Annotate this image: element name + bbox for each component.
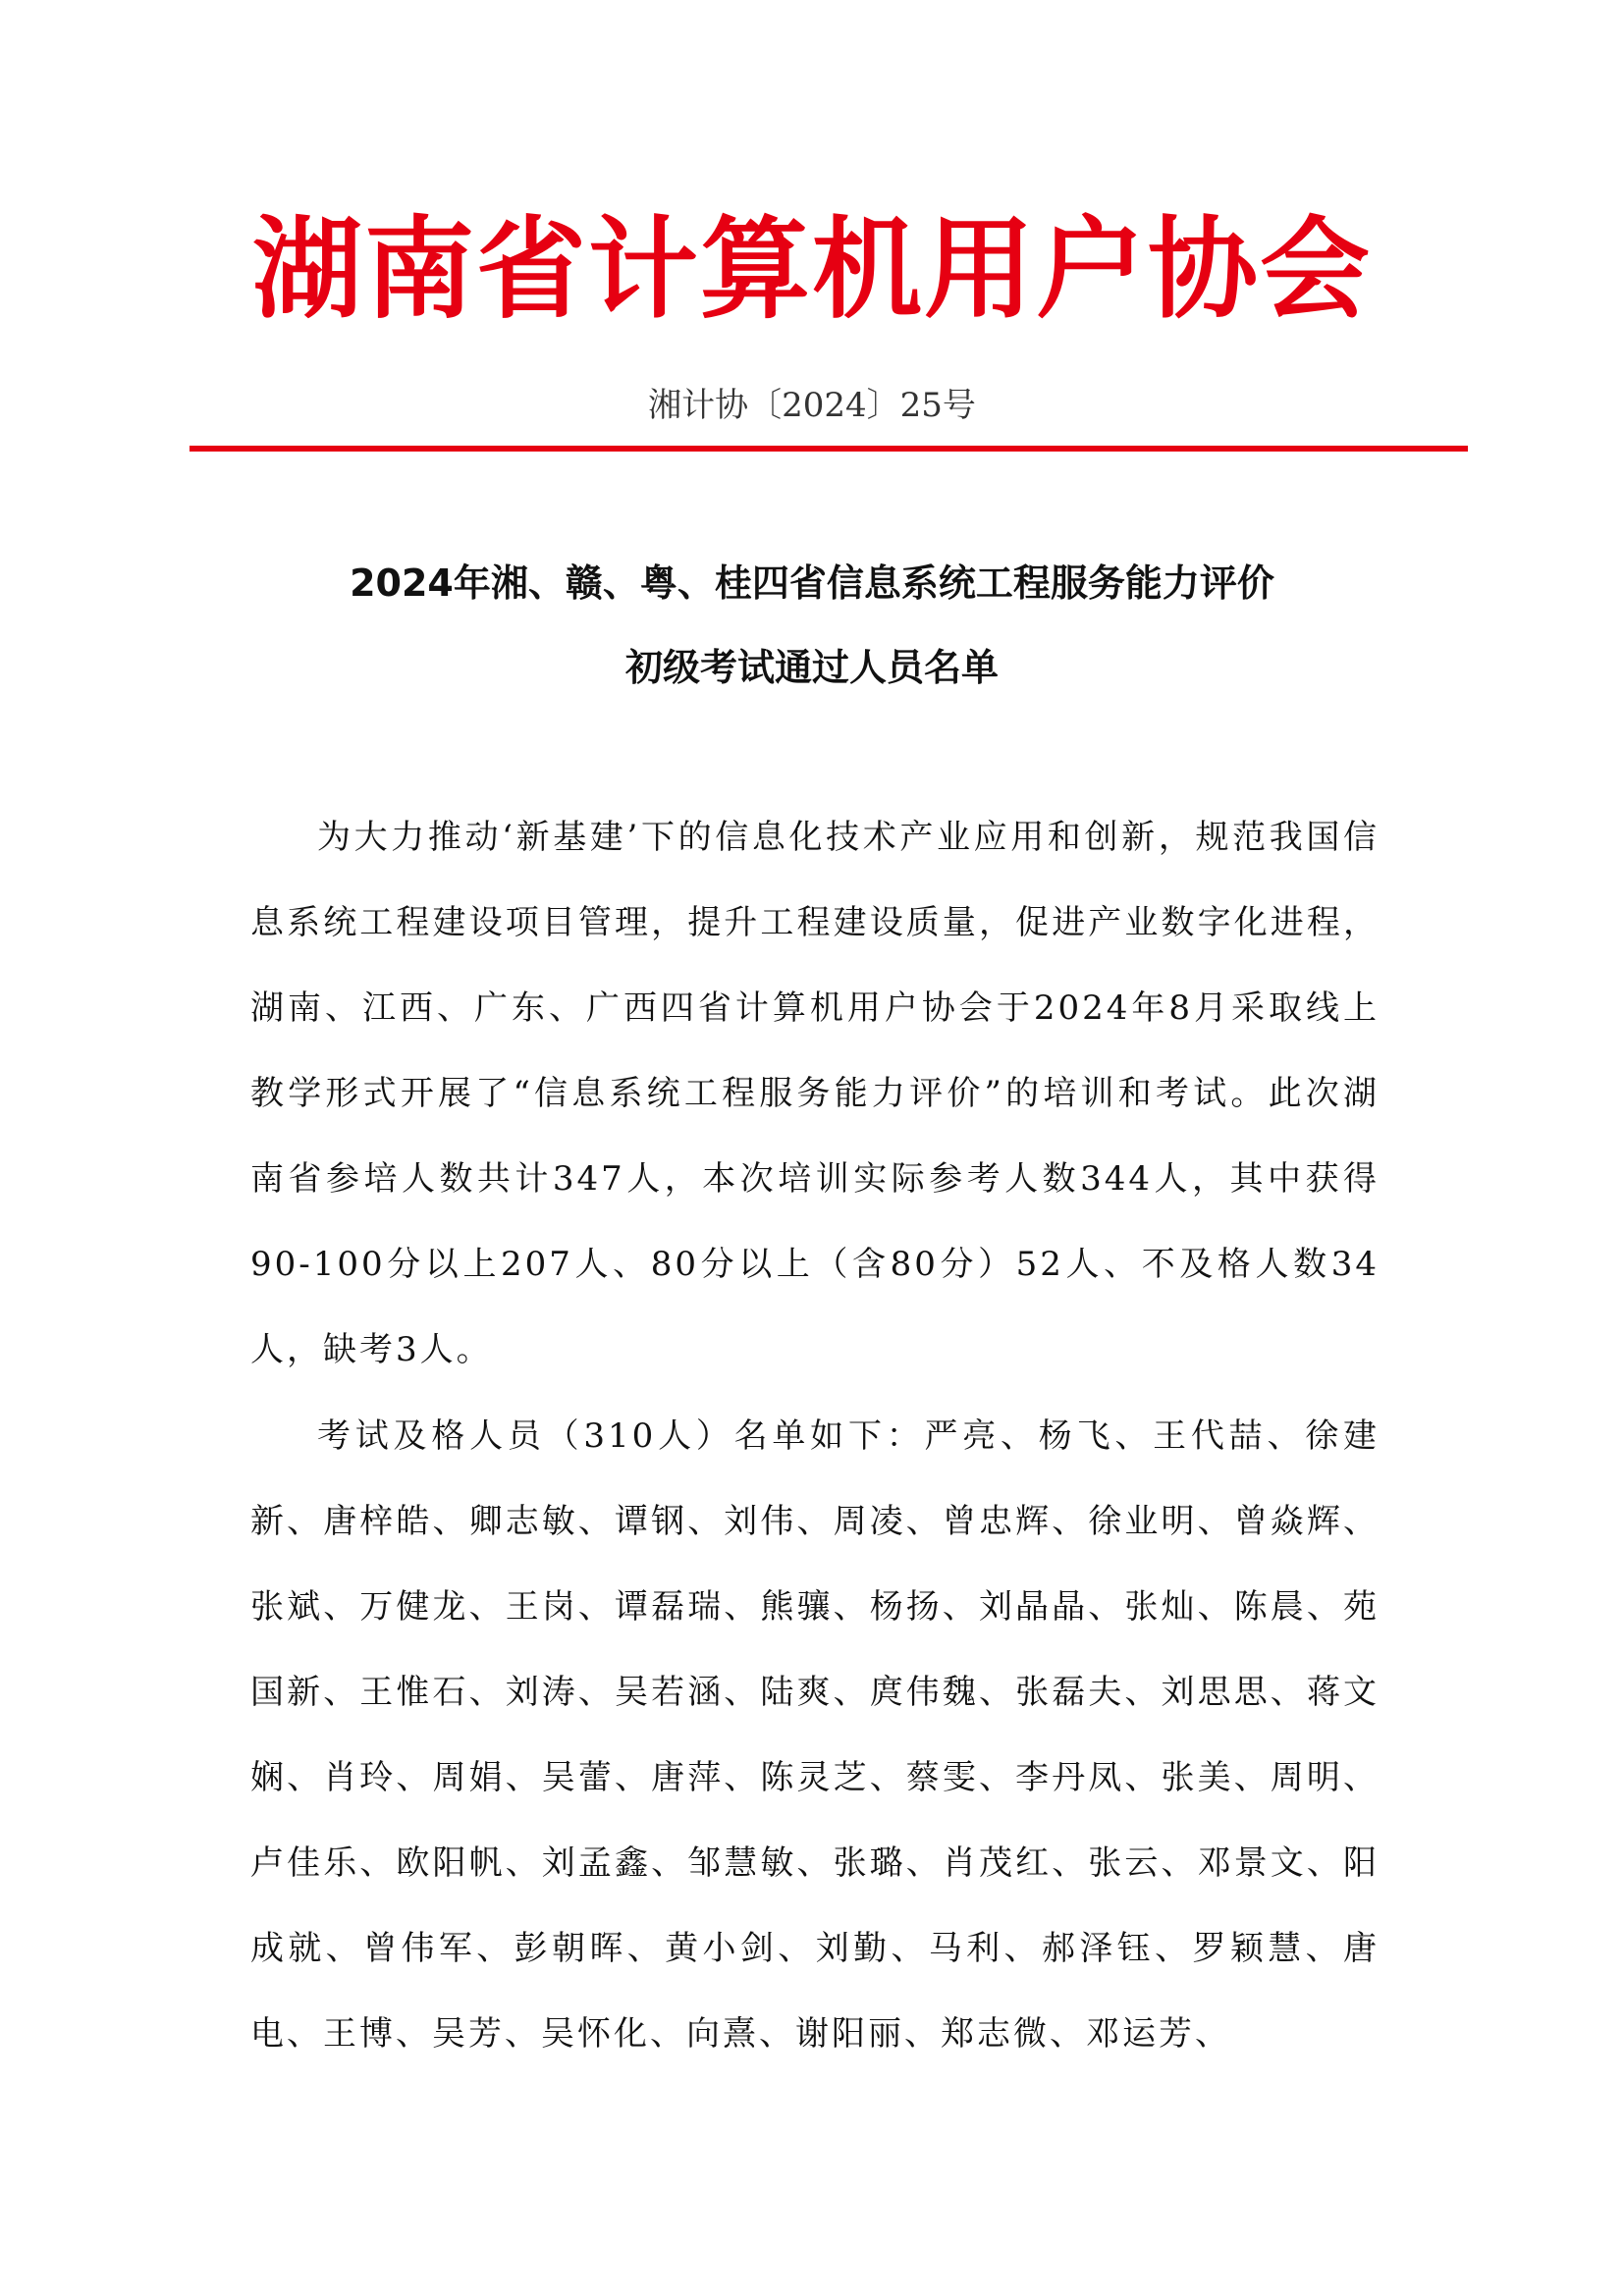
document-number: 湘计协〔2024〕25号 [648,386,976,425]
document-title-line-1: 2024年湘、赣、粤、桂四省信息系统工程服务能力评价 [350,561,1274,605]
org-title: 湖南省计算机用户协会 [252,206,1372,334]
body-paragraph-name-list: 考试及格人员（310人）名单如下：严亮、杨飞、王代喆、徐建新、唐梓皓、卿志敏、谭钢、刘伟、周凌、曾忠辉、徐业明、曾焱辉、张斌、万健龙、王岗、谭磊瑞、熊骧、杨扬、刘晶晶、张灿、陈晨、苑国新、王惟石、刘涛、吴若涵、陆爽、庹伟魏、张磊夫、刘思思、蒋文娴、肖玲、周娟、吴蕾、唐萍、陈灵芝、蔡雯、李丹凤、张美、周明、卢佳乐、欧阳帆、刘孟鑫、邹慧敏、张璐、肖茂红、张云、邓景文、阳成就、曾伟军、彭朝晖、黄小剑、刘勤、马利、郝泽钰、罗颖慧、唐电、王博、吴芳、吴怀化、向熹、谢阳丽、郑志微、邓运芳、 [250,1416,1380,2054]
red-divider-line [189,446,1468,452]
document-title-line-2: 初级考试通过人员名单 [624,646,999,689]
body-paragraph-intro: 为大力推动‘新基建’下的信息化技术产业应用和创新，规范我国信息系统工程建设项目管理，提升工程建设质量，促进产业数字化进程，湖南、江西、广东、广西四省计算机用户协会于2024年8月采取线上教学形式开展了“信息系统工程服务能力评价”的培训和考试。此次湖南省参培人数共计347人，本次培训实际参考人数344人，其中获得90-100分以上207人、80分以上（含80分）52人、不及格人数34人，缺考3人。 [250,818,1380,1369]
